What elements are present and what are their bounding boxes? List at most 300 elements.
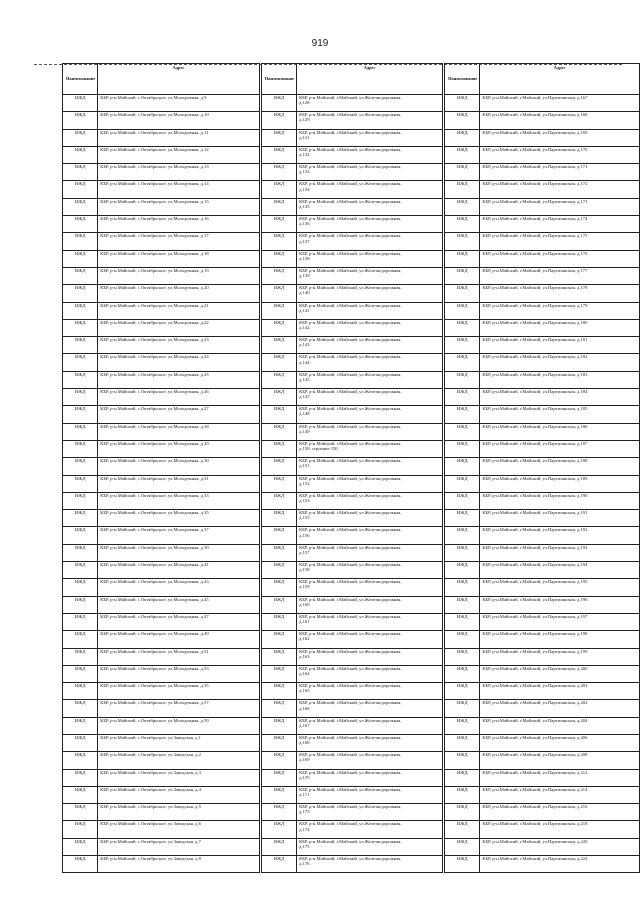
address-line: КБР, р-н.Майский, г.Майский, ул.Железнодорожная, xyxy=(299,112,402,118)
table-row xyxy=(261,233,442,250)
address-line: КБР, р-н.Майский, г.Майский, ул.Железнодорожная, xyxy=(299,527,402,533)
table-row xyxy=(261,267,442,284)
address-cell xyxy=(297,95,443,112)
address-line: КБР, р-н.Майский, г.Майский, ул.Железнодорожная, xyxy=(299,181,402,187)
object-type-cell: ИЖД xyxy=(63,648,98,665)
house-number-line: д.139 xyxy=(299,273,310,279)
table-row xyxy=(63,267,260,284)
table-row xyxy=(63,752,260,769)
object-type-cell: ИЖД xyxy=(63,250,98,267)
address-line: КБР, р-н.Майский, с.Октябрьское, ул.Молодежная, д.47 xyxy=(100,613,209,619)
table-row xyxy=(445,112,640,129)
address-cell xyxy=(297,700,443,717)
table-row xyxy=(261,596,442,613)
table-row xyxy=(63,613,260,630)
table-row xyxy=(63,354,260,371)
object-type-cell: ИЖД xyxy=(261,717,296,734)
address-cell xyxy=(297,596,443,613)
object-type-cell: ИЖД xyxy=(63,371,98,388)
address-cell xyxy=(98,527,260,544)
address-cell xyxy=(98,406,260,423)
house-number-line: д.176 xyxy=(299,861,310,867)
address-line: КБР, р-н.Майский, с.Октябрьское, ул.Заводская, д.2 xyxy=(100,752,201,758)
object-type-cell: ИЖД xyxy=(63,734,98,751)
address-line: КБР, р-н.Майский, г.Майский, ул.Железнодорожная, xyxy=(299,700,402,706)
type-column-header: Наименование xyxy=(445,64,480,95)
table-row xyxy=(445,804,640,821)
address-cell xyxy=(98,492,260,509)
table-row xyxy=(261,734,442,751)
object-type-cell: ИЖД xyxy=(63,492,98,509)
address-line: КБР, р-н.Майский, г.Майский, ул.Железнодорожная, xyxy=(299,129,402,135)
house-number-line: д.133 xyxy=(299,169,310,175)
object-type-cell: ИЖД xyxy=(445,337,480,354)
address-cell xyxy=(98,458,260,475)
house-number-line: д.151 xyxy=(299,463,310,469)
address-line: КБР, р-н.Майский, с.Октябрьское, ул.Молодежная, д.59 xyxy=(100,717,209,723)
table-row xyxy=(261,562,442,579)
table-row xyxy=(261,838,442,855)
house-number-line: д.165 xyxy=(299,688,310,694)
address-cell xyxy=(480,631,640,648)
table-row xyxy=(63,856,260,873)
object-type-cell: ИЖД xyxy=(63,337,98,354)
object-type-cell: ИЖД xyxy=(261,302,296,319)
address-line: КБР, р-н.Майский, с.Октябрьское, ул.Молодежная, д.37 xyxy=(100,527,209,533)
object-type-cell: ИЖД xyxy=(445,267,480,284)
object-type-cell: ИЖД xyxy=(261,544,296,561)
table-row xyxy=(445,717,640,734)
address-line: КБР, р-н.Майский, с.Октябрьское, ул.Молодежная, д.31 xyxy=(100,475,209,481)
table-row xyxy=(261,769,442,786)
table-row xyxy=(261,198,442,215)
address-cell xyxy=(98,665,260,682)
table-row xyxy=(445,510,640,527)
address-line: КБР, р-н.Майский, г.Майский, ул.Железнодорожная, xyxy=(299,562,402,568)
address-cell xyxy=(98,544,260,561)
address-cell xyxy=(480,665,640,682)
address-cell xyxy=(98,354,260,371)
table-row xyxy=(261,319,442,336)
object-type-cell: ИЖД xyxy=(261,683,296,700)
address-line: КБР, р-н.Майский, с.Октябрьское, ул.Молодежная, д.57 xyxy=(100,700,209,706)
address-line: КБР, р-н.Майский, г.Майский, ул.Партизанская, д.173 xyxy=(482,198,588,204)
object-type-cell: ИЖД xyxy=(261,216,296,233)
address-line: КБР, р-н.Майский, г.Майский, ул.Железнодорожная, xyxy=(299,717,402,723)
table-row xyxy=(445,250,640,267)
object-type-cell: ИЖД xyxy=(445,146,480,163)
address-cell xyxy=(297,562,443,579)
address-line: КБР, р-н.Майский, г.Майский, ул.Железнодорожная, xyxy=(299,319,402,325)
table-row xyxy=(63,319,260,336)
address-cell xyxy=(297,821,443,838)
table-row xyxy=(261,250,442,267)
object-type-cell: ИЖД xyxy=(445,164,480,181)
address-cell xyxy=(98,683,260,700)
address-line: КБР, р-н.Майский, с.Октябрьское, ул.Молодежная, д.49 xyxy=(100,631,209,637)
object-type-cell: ИЖД xyxy=(261,596,296,613)
object-type-cell: ИЖД xyxy=(261,631,296,648)
table-row xyxy=(63,769,260,786)
table-row xyxy=(445,596,640,613)
table-row xyxy=(63,337,260,354)
object-type-cell: ИЖД xyxy=(63,319,98,336)
table-row xyxy=(261,613,442,630)
object-type-cell: ИЖД xyxy=(445,510,480,527)
object-type-cell: ИЖД xyxy=(261,648,296,665)
address-line: КБР, р-н.Майский, г.Майский, ул.Железнодорожная, xyxy=(299,198,402,204)
table-row xyxy=(261,458,442,475)
table-row xyxy=(63,216,260,233)
object-type-cell: ИЖД xyxy=(261,752,296,769)
table-row xyxy=(63,250,260,267)
table-row xyxy=(63,164,260,181)
object-type-cell: ИЖД xyxy=(63,354,98,371)
house-number-line: д.168 xyxy=(299,740,310,746)
table-row xyxy=(261,440,442,457)
table-row xyxy=(445,354,640,371)
table-row xyxy=(445,146,640,163)
table-row xyxy=(261,371,442,388)
address-cell xyxy=(480,838,640,855)
address-cell xyxy=(98,856,260,873)
address-line: КБР, р-н.Майский, г.Майский, ул.Железнодорожная, xyxy=(299,389,402,395)
address-cell xyxy=(297,181,443,198)
object-type-cell: ИЖД xyxy=(445,389,480,406)
address-line: КБР, р-н.Майский, г.Майский, ул.Железнодорожная, xyxy=(299,821,402,827)
object-type-cell: ИЖД xyxy=(261,769,296,786)
address-cell xyxy=(98,717,260,734)
address-cell xyxy=(480,579,640,596)
address-cell xyxy=(480,510,640,527)
address-line: КБР, р-н.Майский, г.Майский, ул.Железнодорожная, xyxy=(299,613,402,619)
type-column-header: Наименование xyxy=(63,64,98,95)
house-number-line: д.147 xyxy=(299,394,310,400)
object-type-cell: ИЖД xyxy=(445,198,480,215)
address-cell xyxy=(297,406,443,423)
address-cell xyxy=(98,734,260,751)
house-number-line: д.132 xyxy=(299,152,310,158)
house-number-line: д.166 xyxy=(299,705,310,711)
object-type-cell: ИЖД xyxy=(63,233,98,250)
object-type-cell: ИЖД xyxy=(261,389,296,406)
table-row xyxy=(63,285,260,302)
address-cell xyxy=(480,371,640,388)
object-type-cell: ИЖД xyxy=(445,458,480,475)
address-line: КБР, р-н.Майский, с.Октябрьское, ул.Заводская, д.1 xyxy=(100,734,201,740)
table-row xyxy=(63,596,260,613)
address-cell xyxy=(480,250,640,267)
object-type-cell: ИЖД xyxy=(445,129,480,146)
object-type-cell: ИЖД xyxy=(63,665,98,682)
address-line: КБР, р-н.Майский, г.Майский, ул.Железнодорожная, xyxy=(299,440,402,446)
object-type-cell: ИЖД xyxy=(261,319,296,336)
address-cell xyxy=(480,683,640,700)
address-cell xyxy=(98,337,260,354)
object-type-cell: ИЖД xyxy=(445,302,480,319)
house-number-line: д.171 xyxy=(299,792,310,798)
address-line: КБР, р-н.Майский, г.Майский, ул.Партизанская, д.190 xyxy=(482,492,588,498)
house-number-line: д.128 xyxy=(299,100,310,106)
table-row xyxy=(445,216,640,233)
object-type-cell: ИЖД xyxy=(63,267,98,284)
address-cell xyxy=(480,302,640,319)
address-line: КБР, р-н.Майский, г.Майский, ул.Партизанская, д.182 xyxy=(482,354,588,360)
object-type-cell: ИЖД xyxy=(445,665,480,682)
table-row xyxy=(63,562,260,579)
table-row xyxy=(445,337,640,354)
address-line: КБР, р-н.Майский, с.Октябрьское, ул.Молодежная, д.30 xyxy=(100,458,209,464)
table-row xyxy=(261,717,442,734)
table-row xyxy=(63,734,260,751)
address-column-header: Адрес xyxy=(480,64,640,95)
address-line: КБР, р-н.Майский, г.Майский, ул.Партизанская, д.175 xyxy=(482,233,588,239)
address-cell xyxy=(480,700,640,717)
address-cell xyxy=(480,164,640,181)
address-line: КБР, р-н.Майский, г.Майский, ул.Партизанская, д.181 xyxy=(482,337,588,343)
object-type-cell: ИЖД xyxy=(63,856,98,873)
object-type-cell: ИЖД xyxy=(63,717,98,734)
object-type-cell: ИЖД xyxy=(63,198,98,215)
object-type-cell: ИЖД xyxy=(261,406,296,423)
address-line: КБР, р-н.Майский, с.Октябрьское, ул.Молодежная, д.11 xyxy=(100,129,209,135)
object-type-cell: ИЖД xyxy=(445,250,480,267)
object-type-cell: ИЖД xyxy=(63,458,98,475)
object-type-cell: ИЖД xyxy=(261,129,296,146)
table-row xyxy=(261,527,442,544)
address-cell xyxy=(297,769,443,786)
address-line: КБР, р-н.Майский, г.Майский, ул.Партизанская, д.216 xyxy=(482,804,588,810)
object-type-cell: ИЖД xyxy=(63,562,98,579)
address-line: КБР, р-н.Майский, с.Октябрьское, ул.Молодежная, д.15 xyxy=(100,198,209,204)
address-cell xyxy=(98,250,260,267)
address-line: КБР, р-н.Майский, с.Октябрьское, ул.Молодежная, д.55 xyxy=(100,683,209,689)
address-line: КБР, р-н.Майский, г.Майский, ул.Железнодорожная, xyxy=(299,596,402,602)
address-cell xyxy=(480,198,640,215)
object-type-cell: ИЖД xyxy=(261,181,296,198)
address-cell xyxy=(297,423,443,440)
house-number-line: д.157 xyxy=(299,549,310,555)
table-row xyxy=(261,475,442,492)
house-number-line: д.135 xyxy=(299,203,310,209)
house-number-line: д.149 xyxy=(299,428,310,434)
address-cell xyxy=(480,423,640,440)
address-line: КБР, р-н.Майский, г.Майский, ул.Партизанская, д.220 xyxy=(482,838,588,844)
address-cell xyxy=(297,492,443,509)
address-line: КБР, р-н.Майский, г.Майский, ул.Партизанская, д.192 xyxy=(482,527,588,533)
house-number-line: д.164 xyxy=(299,670,310,676)
address-cell xyxy=(297,510,443,527)
object-type-cell: ИЖД xyxy=(63,129,98,146)
object-type-cell: ИЖД xyxy=(445,440,480,457)
object-type-cell: ИЖД xyxy=(63,302,98,319)
object-type-cell: ИЖД xyxy=(445,769,480,786)
table-row xyxy=(63,112,260,129)
address-cell xyxy=(297,354,443,371)
address-cell xyxy=(297,371,443,388)
address-cell xyxy=(480,267,640,284)
object-type-cell: ИЖД xyxy=(261,423,296,440)
address-line: КБР, р-н.Майский, г.Майский, ул.Партизанская, д.167 xyxy=(482,95,588,100)
address-cell xyxy=(98,821,260,838)
address-cell xyxy=(98,112,260,129)
address-cell xyxy=(297,285,443,302)
house-number-line: д.152 xyxy=(299,480,310,486)
object-type-cell: ИЖД xyxy=(445,821,480,838)
address-line: КБР, р-н.Майский, г.Майский, ул.Партизанская, д.201 xyxy=(482,683,588,689)
page-number: 919 xyxy=(311,38,329,49)
object-type-cell: ИЖД xyxy=(261,579,296,596)
address-line: КБР, р-н.Майский, с.Октябрьское, ул.Молодежная, д.35 xyxy=(100,510,209,516)
table-row xyxy=(445,181,640,198)
address-line: КБР, р-н.Майский, г.Майский, ул.Железнодорожная, xyxy=(299,752,402,758)
address-line: КБР, р-н.Майский, с.Октябрьское, ул.Молодежная, д.13 xyxy=(100,164,209,170)
address-line: КБР, р-н.Майский, с.Октябрьское, ул.Молодежная, д.18 xyxy=(100,250,209,256)
address-cell xyxy=(480,406,640,423)
address-cell xyxy=(297,527,443,544)
table-row xyxy=(445,475,640,492)
object-type-cell: ИЖД xyxy=(63,423,98,440)
table-row xyxy=(445,198,640,215)
object-type-cell: ИЖД xyxy=(445,371,480,388)
address-cell xyxy=(98,181,260,198)
house-number-line: д.153 xyxy=(299,497,310,503)
table-row xyxy=(63,458,260,475)
house-number-line: д.148 xyxy=(299,411,310,417)
table-row xyxy=(445,267,640,284)
address-cell xyxy=(98,319,260,336)
address-cell xyxy=(480,596,640,613)
address-cell xyxy=(98,562,260,579)
object-type-cell: ИЖД xyxy=(445,717,480,734)
table-row xyxy=(445,579,640,596)
table-row xyxy=(261,856,442,873)
object-type-cell: ИЖД xyxy=(445,406,480,423)
address-line: КБР, р-н.Майский, г.Майский, ул.Партизанская, д.174 xyxy=(482,216,588,222)
object-type-cell: ИЖД xyxy=(261,198,296,215)
address-cell xyxy=(480,285,640,302)
address-cell xyxy=(98,146,260,163)
table-row xyxy=(261,492,442,509)
address-line: КБР, р-н.Майский, с.Октябрьское, ул.Молодежная, д.27 xyxy=(100,406,209,412)
address-line: КБР, р-н.Майский, г.Майский, ул.Партизанская, д.185 xyxy=(482,406,588,412)
table-1-body xyxy=(63,95,260,873)
address-cell xyxy=(480,804,640,821)
address-cell xyxy=(480,856,640,873)
address-line: КБР, р-н.Майский, г.Майский, ул.Железнодорожная, xyxy=(299,354,402,360)
object-type-cell: ИЖД xyxy=(445,804,480,821)
table-row xyxy=(445,613,640,630)
table-row xyxy=(445,302,640,319)
table-row xyxy=(445,786,640,803)
address-line: КБР, р-н.Майский, г.Майский, ул.Железнодорожная, xyxy=(299,665,402,671)
address-line: КБР, р-н.Майский, г.Майский, ул.Железнодорожная, xyxy=(299,579,402,585)
house-number-line: д.173 xyxy=(299,809,310,815)
house-number-line: д.136 xyxy=(299,221,310,227)
address-column-header: Адрес xyxy=(98,64,260,95)
address-line: КБР, р-н.Майский, г.Майский, ул.Железнодорожная, xyxy=(299,648,402,654)
address-line: КБР, р-н.Майский, г.Майский, ул.Партизанская, д.176 xyxy=(482,250,588,256)
house-number-line: д.141 xyxy=(299,307,310,313)
house-number-line: д.169 xyxy=(299,757,310,763)
address-cell xyxy=(98,631,260,648)
address-line: КБР, р-н.Майский, г.Майский, ул.Партизанская, д.194 xyxy=(482,562,588,568)
object-type-cell: ИЖД xyxy=(261,510,296,527)
object-type-cell: ИЖД xyxy=(261,354,296,371)
object-type-cell: ИЖД xyxy=(261,440,296,457)
address-line: КБР, р-н.Майский, с.Октябрьское, ул.Молодежная, д.39 xyxy=(100,544,209,550)
house-number-line: д.156 xyxy=(299,532,310,538)
house-number-line: д.138 xyxy=(299,255,310,261)
table-row xyxy=(261,302,442,319)
address-line: КБР, р-н.Майский, с.Октябрьское, ул.Молодежная, д.51 xyxy=(100,648,209,654)
address-line: КБР, р-н.Майский, г.Майский, ул.Партизанская, д.195 xyxy=(482,579,588,585)
address-table-2 xyxy=(261,63,443,873)
table-row xyxy=(445,527,640,544)
address-cell xyxy=(480,181,640,198)
house-number-line: д.155 xyxy=(299,515,310,521)
table-row xyxy=(63,129,260,146)
address-cell xyxy=(480,769,640,786)
object-type-cell: ИЖД xyxy=(261,734,296,751)
table-row xyxy=(63,544,260,561)
address-line: КБР, р-н.Майский, г.Майский, ул.Партизанская, д.212 xyxy=(482,769,588,775)
address-line: КБР, р-н.Майский, г.Майский, ул.Партизанская, д.204 xyxy=(482,717,588,723)
address-line: КБР, р-н.Майский, г.Майский, ул.Железнодорожная, xyxy=(299,492,402,498)
table-row xyxy=(445,821,640,838)
address-line: КБР, р-н.Майский, г.Майский, ул.Железнодорожная, xyxy=(299,146,402,152)
object-type-cell: ИЖД xyxy=(261,665,296,682)
object-type-cell: ИЖД xyxy=(63,683,98,700)
address-cell xyxy=(480,129,640,146)
house-number-line: д.163 xyxy=(299,653,310,659)
house-number-line: д.158 xyxy=(299,567,310,573)
address-column-header: Адрес xyxy=(297,64,443,95)
object-type-cell: ИЖД xyxy=(445,112,480,129)
object-type-cell: ИЖД xyxy=(445,648,480,665)
object-type-cell: ИЖД xyxy=(63,285,98,302)
house-number-line: д.162 xyxy=(299,636,310,642)
object-type-cell: ИЖД xyxy=(63,389,98,406)
address-line: КБР, р-н.Майский, г.Майский, ул.Партизанская, д.178 xyxy=(482,285,588,291)
house-number-line: д.170 xyxy=(299,774,310,780)
address-cell xyxy=(480,389,640,406)
table-row xyxy=(261,786,442,803)
table-row xyxy=(63,423,260,440)
object-type-cell: ИЖД xyxy=(445,596,480,613)
address-cell xyxy=(297,267,443,284)
address-line: КБР, р-н.Майский, с.Октябрьское, ул.Заводская, д.7 xyxy=(100,838,201,844)
address-line: КБР, р-н.Майский, с.Октябрьское, ул.Молодежная, д.29 xyxy=(100,440,209,446)
table-row xyxy=(63,527,260,544)
object-type-cell: ИЖД xyxy=(445,492,480,509)
address-cell xyxy=(297,786,443,803)
address-cell xyxy=(98,371,260,388)
object-type-cell: ИЖД xyxy=(261,285,296,302)
address-cell xyxy=(480,786,640,803)
table-row xyxy=(63,717,260,734)
object-type-cell: ИЖД xyxy=(445,527,480,544)
object-type-cell: ИЖД xyxy=(63,544,98,561)
table-row xyxy=(445,129,640,146)
address-line: КБР, р-н.Майский, с.Октябрьское, ул.Молодежная, д.10 xyxy=(100,112,209,118)
address-cell xyxy=(297,631,443,648)
table-row xyxy=(63,233,260,250)
address-cell xyxy=(480,440,640,457)
house-number-line: д.175 xyxy=(299,843,310,849)
object-type-cell: ИЖД xyxy=(63,821,98,838)
address-cell xyxy=(297,752,443,769)
